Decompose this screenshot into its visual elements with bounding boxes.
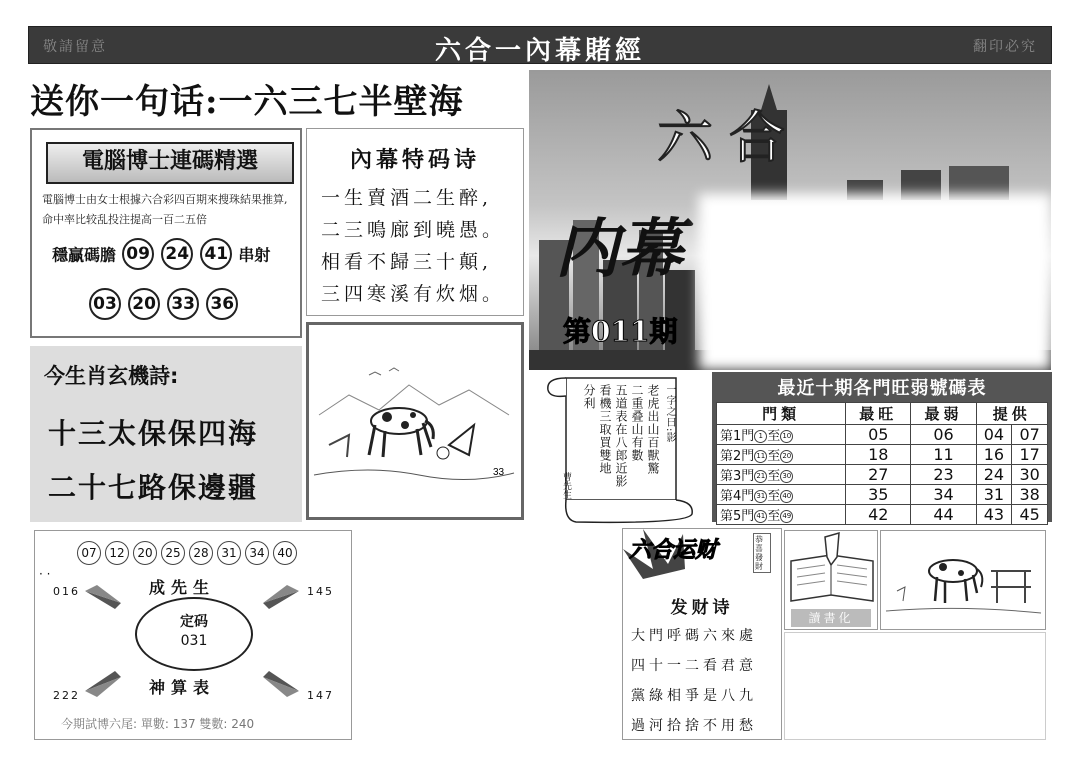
fortune-box <box>622 528 782 740</box>
zodiac-title: 今生肖玄機詩: <box>44 364 179 388</box>
issue-number: 第011期 <box>563 315 678 348</box>
doctor-title: 電腦博士連碼精選 <box>46 142 294 184</box>
poem-box <box>306 128 524 316</box>
fortune-title: 发财诗 <box>670 598 734 618</box>
stable-ball: 41 <box>200 238 232 270</box>
chain-row <box>88 288 239 320</box>
fortune-line: 四十一二看君意 <box>631 658 757 674</box>
scroll-col: 二重叠山有數 <box>630 384 644 462</box>
scroll-text <box>576 384 676 499</box>
cold-cell: 11 <box>911 445 976 465</box>
small-ball: 28 <box>189 541 213 565</box>
provide-cell: 31 <box>976 485 1012 505</box>
provide-cell: 17 <box>1012 445 1048 465</box>
fix-oval <box>135 597 253 671</box>
provide-cell: 30 <box>1012 465 1048 485</box>
cold-cell: 23 <box>911 465 976 485</box>
gate-cell: 第5門 41 至 49 <box>717 505 846 525</box>
scroll-col: 分利 <box>582 384 596 410</box>
stable-label: 穩贏碼膽 <box>52 245 117 265</box>
banner <box>529 70 1051 370</box>
small-ball: 34 <box>245 541 269 565</box>
table-row <box>717 425 1048 445</box>
fix-footer: 今期試博六尾: 單數: 137 雙數: 240 <box>61 717 255 731</box>
table-row <box>717 445 1048 465</box>
small-ball: 31 <box>217 541 241 565</box>
fortune-tag: 恭喜發財 <box>753 533 771 573</box>
small-ball: 40 <box>273 541 297 565</box>
gate-cell: 第1門 1 至 10 <box>717 425 846 445</box>
stable-ball: 09 <box>122 238 154 270</box>
stable-row <box>52 238 270 270</box>
hot-cell: 05 <box>846 425 911 445</box>
chain-ball: 33 <box>167 288 199 320</box>
oval-label: 定码 <box>180 614 208 630</box>
cold-cell: 34 <box>911 485 976 505</box>
cow-box <box>880 530 1046 630</box>
provide-cell: 04 <box>976 425 1012 445</box>
zodiac-line: 十三太保保四海 <box>48 417 259 450</box>
num-bottom-right: 147 <box>307 689 334 702</box>
hot-cell: 35 <box>846 485 911 505</box>
gate-cell: 第2門 11 至 20 <box>717 445 846 465</box>
doctor-desc: 電腦博士由女士根據六合彩四百期來搜珠結果推算,命中率比较乱投注提高一百二五倍 <box>42 193 288 226</box>
empty-panel <box>784 632 1046 740</box>
scroll-col: 看機三取買雙地 <box>598 384 612 475</box>
poem-line: 三四寒溪有炊烟。 <box>321 283 506 305</box>
chain-label: 串射 <box>238 245 271 265</box>
chain-ball: 20 <box>128 288 160 320</box>
num-bottom-left: 222 <box>53 689 80 702</box>
num-top-right: 145 <box>307 585 334 598</box>
scroll-header: 一字之曰:影 <box>664 384 675 444</box>
fortune-line: 過河拾捨不用愁 <box>631 718 757 734</box>
table-caption: 最近十期各門旺弱號碼表 <box>777 378 987 399</box>
provide-cell: 45 <box>1012 505 1048 525</box>
small-ball: 07 <box>77 541 101 565</box>
zodiac-line: 二十七路保邊疆 <box>48 471 259 504</box>
banner-neimu: 内幕 <box>555 212 683 287</box>
fortune-line: 大門呼碼六來處 <box>631 628 757 644</box>
fix-bottom-text: 神算表 <box>149 678 216 697</box>
th-provide: 提供 <box>976 403 1047 425</box>
book-caption: 讀書化 <box>791 609 871 627</box>
header-bar <box>28 26 1052 64</box>
book-box <box>784 530 878 630</box>
provide-cell: 43 <box>976 505 1012 525</box>
cow-icon <box>881 531 1047 631</box>
hot-cell: 27 <box>846 465 911 485</box>
provide-cell: 24 <box>976 465 1012 485</box>
cold-cell: 44 <box>911 505 976 525</box>
oval-value: 031 <box>180 633 208 649</box>
th-hot: 最旺 <box>846 403 911 425</box>
num-top-left: 016 <box>53 585 80 598</box>
scroll-col: 老虎出山百獸驚 <box>646 384 660 475</box>
page-title: 六合一內幕賭經 <box>434 36 645 66</box>
th-cold: 最弱 <box>911 403 976 425</box>
poem-title: 內幕特码诗 <box>349 148 480 173</box>
dog-caption: 33 <box>493 467 505 478</box>
fix-code-box <box>34 530 352 740</box>
chain-ball: 03 <box>89 288 121 320</box>
provide-cell: 07 <box>1012 425 1048 445</box>
th-gate: 門類 <box>717 403 846 425</box>
header-right: 翻印必究 <box>973 39 1037 55</box>
small-ball: 25 <box>161 541 185 565</box>
poem-line: 相看不歸三十顛, <box>321 251 493 273</box>
gate-table-box <box>712 372 1052 522</box>
fortune-logo: 六合运财 <box>629 537 718 563</box>
dog-illustration <box>306 322 524 520</box>
small-ball: 20 <box>133 541 157 565</box>
dots: · · <box>39 567 51 581</box>
cold-cell: 06 <box>911 425 976 445</box>
provide-cell: 16 <box>976 445 1012 465</box>
poem-line: 一生賣酒二生醉, <box>321 187 493 209</box>
gate-cell: 第4門 31 至 40 <box>717 485 846 505</box>
chain-ball: 36 <box>206 288 238 320</box>
small-ball: 12 <box>105 541 129 565</box>
hot-cell: 18 <box>846 445 911 465</box>
table-row <box>717 465 1048 485</box>
gate-cell: 第3門 21 至 30 <box>717 465 846 485</box>
scroll-author: 曹先生 <box>561 472 571 499</box>
stable-ball: 24 <box>161 238 193 270</box>
table-row <box>717 505 1048 525</box>
dog-drawing-icon <box>309 325 521 517</box>
blurred-area <box>699 194 1051 370</box>
scroll-box <box>536 372 696 526</box>
table-header-row <box>717 403 1048 425</box>
zodiac-box <box>30 346 302 522</box>
book-icon <box>785 531 879 609</box>
scroll-col: 五道表在八郎近影 <box>614 384 628 488</box>
fortune-line: 黨綠相爭是八九 <box>631 688 757 704</box>
poem-line: 二三鳴廊到曉愚。 <box>321 219 506 241</box>
slogan: 送你一句话:一六三七半壁海 <box>30 82 464 122</box>
hot-cell: 42 <box>846 505 911 525</box>
header-left: 敬請留意 <box>43 39 107 55</box>
doctor-box <box>30 128 302 338</box>
table-row <box>717 485 1048 505</box>
fix-top-text: 成先生 <box>149 578 216 597</box>
provide-cell: 38 <box>1012 485 1048 505</box>
gate-table <box>716 402 1048 525</box>
banner-liuhe: 六合 <box>657 106 801 171</box>
